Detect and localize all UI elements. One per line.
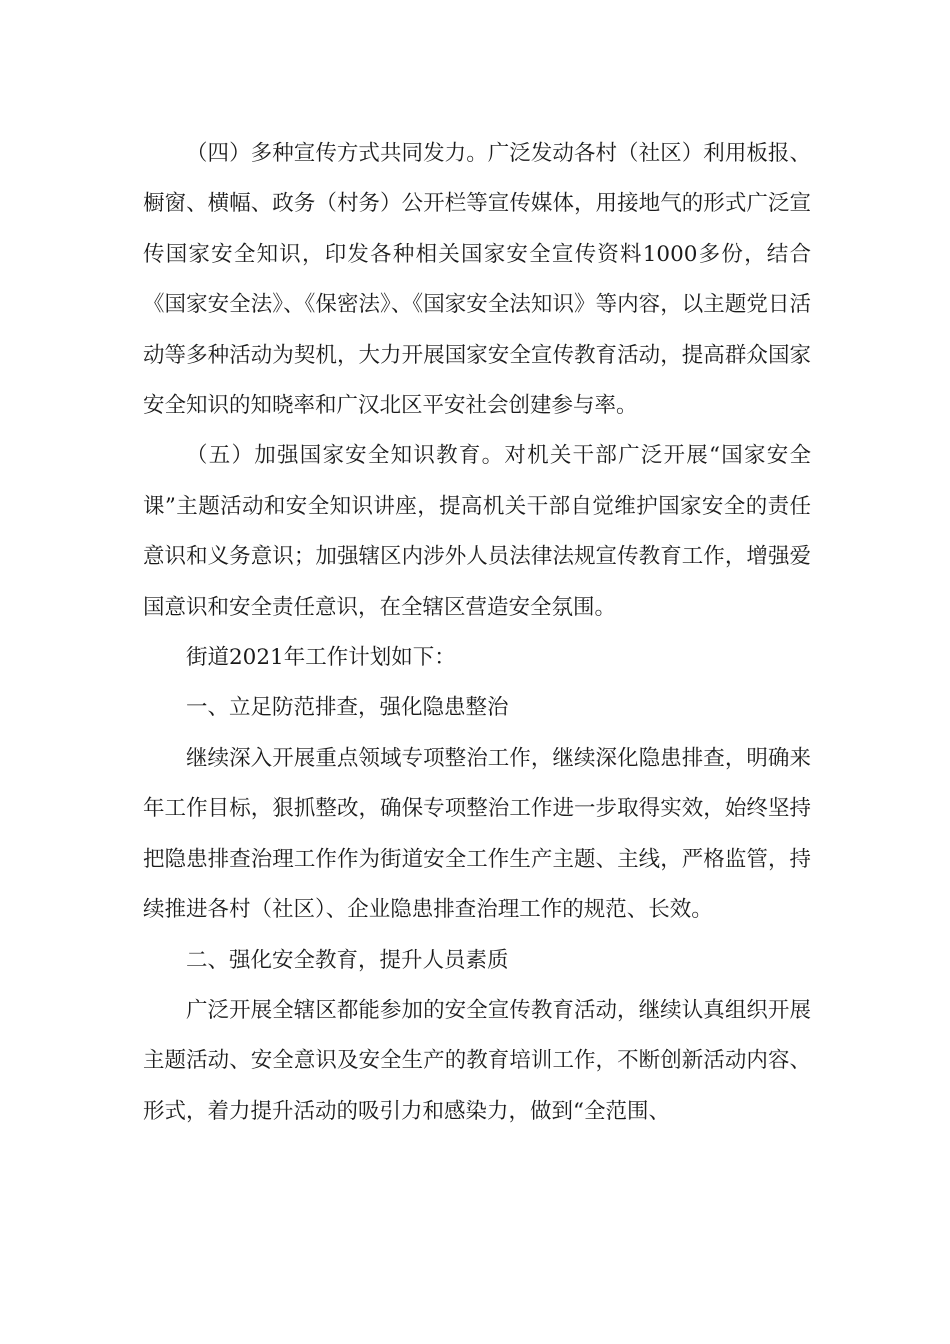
paragraph-hazard-rectification: 继续深入开展重点领域专项整治工作，继续深化隐患排查，明确来年工作目标，狠抓整改，确保专项整治工作进一步取得实效，始终坚持把隐患排查治理工作作为街道安全工作生产主题、主线，严格监管，持续推进各村（社区）、企业隐患排查治理工作的规范、长效。 — [143, 745, 811, 923]
section-heading-2: 二、强化安全教育，提升人员素质 — [186, 947, 509, 973]
plan-intro: 街道2021年工作计划如下： — [186, 645, 456, 671]
document-body — [143, 129, 811, 1137]
section-heading-1: 一、立足防范排查，强化隐患整治 — [186, 695, 509, 721]
paragraph-security-education: （五）加强国家安全知识教育。对机关干部广泛开展“国家安全课”主题活动和安全知识讲座，提高机关干部自觉维护国家安全的责任意识和义务意识；加强辖区内涉外人员法律法规宣传教育工作，增强爱国意识和安全责任意识，在全辖区营造安全氛围。 — [143, 443, 811, 620]
paragraph-propaganda-methods: （四）多种宣传方式共同发力。广泛发动各村（社区）利用板报、橱窗、横幅、政务（村务）公开栏等宣传媒体，用接地气的形式广泛宣传国家安全知识，印发各种相关国家安全宣传资料1000多份，结合《国家安全法》、《保密法》、《国家安全法知识》等内容，以主题党日活动等多种活动为契机，大力开展国家安全宣传教育活动，提高群众国家安全知识的知晓率和广汉北区平安社会创建参与率。 — [143, 141, 811, 419]
paragraph-safety-training: 广泛开展全辖区都能参加的安全宣传教育活动，继续认真组织开展主题活动、安全意识及安全生产的教育培训工作，不断创新活动内容、形式，着力提升活动的吸引力和感染力，做到“全范围、 — [143, 997, 811, 1124]
